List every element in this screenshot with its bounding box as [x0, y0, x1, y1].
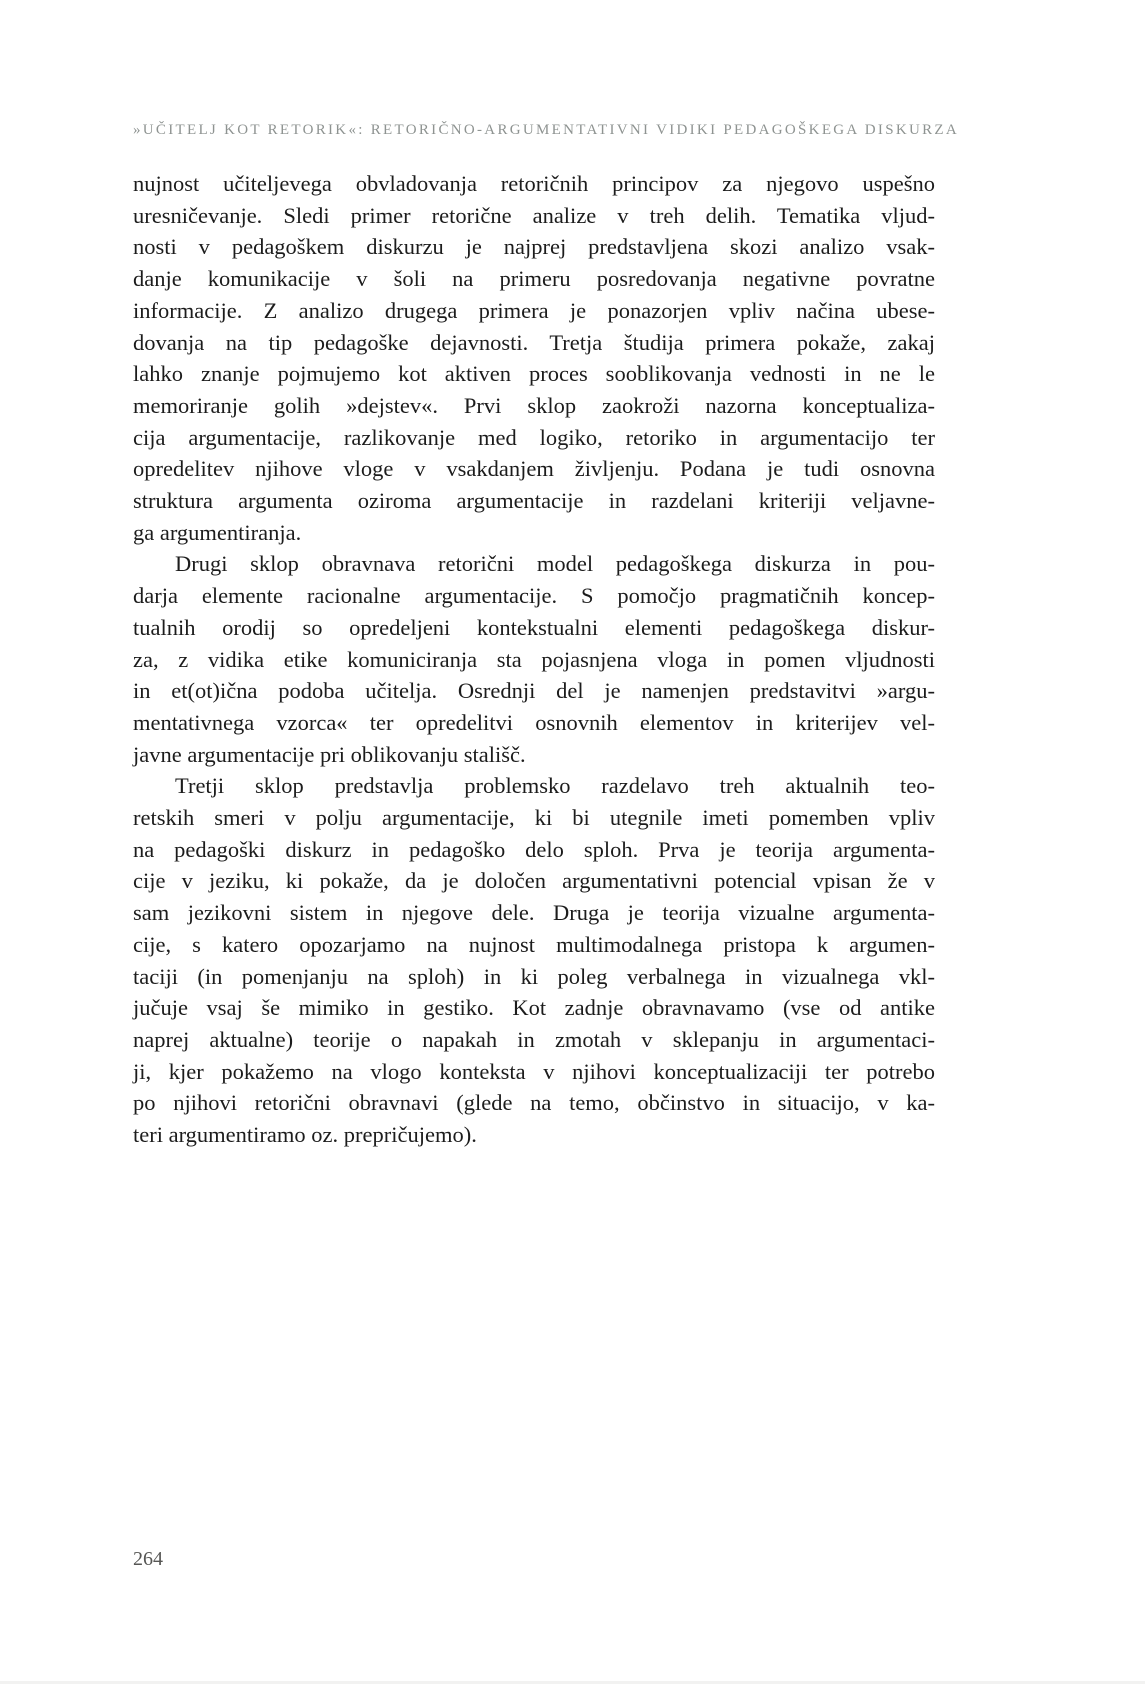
text-line: Tretji sklop predstavlja problemsko razdelavo treh aktualnih teo- — [175, 773, 935, 799]
text-line: uresničevanje. Sledi primer retorične analize v treh delih. Tematika vljud- — [133, 202, 935, 228]
text-line: darja elemente racionalne argumentacije. S pomočjo pragmatičnih koncep- — [133, 583, 935, 609]
text-line: Drugi sklop obravnava retorični model pedagoškega diskurza in pou- — [175, 551, 935, 577]
text-line: in et(ot)ična podoba učitelja. Osrednji del je namenjen predstavitvi »argu- — [133, 678, 935, 704]
text-line: javne argumentacije pri oblikovanju stališč. — [133, 741, 526, 767]
text-line: cija argumentacije, razlikovanje med logiko, retoriko in argumentacijo ter — [133, 424, 935, 450]
page-body — [133, 168, 935, 1151]
text-line: danje komunikacije v šoli na primeru posredovanja negativne povratne — [133, 266, 935, 292]
text-line: ji, kjer pokažemo na vlogo konteksta v njihovi konceptualizaciji ter potrebo — [133, 1058, 935, 1084]
text-line: jučuje vsaj še mimiko in gestiko. Kot zadnje obravnavamo (vse od antike — [133, 995, 935, 1021]
text-line: lahko znanje pojmujemo kot aktiven proces sooblikovanja vednosti in ne le — [133, 361, 935, 387]
text-line: memoriranje golih »dejstev«. Prvi sklop zaokroži nazorna konceptualiza- — [133, 392, 935, 418]
text-line: nosti v pedagoškem diskurzu je najprej predstavljena skozi analizo vsak- — [133, 234, 935, 260]
page-number: 264 — [133, 1548, 163, 1570]
text-line: na pedagoški diskurz in pedagoško delo sploh. Prva je teorija argumenta- — [133, 836, 935, 862]
paragraph — [133, 770, 935, 1150]
text-line: cije, s katero opozarjamo na nujnost multimodalnega pristopa k argumen- — [133, 931, 935, 957]
paragraph — [133, 168, 935, 548]
text-line: cije v jeziku, ki pokaže, da je določen argumentativni potencial vpisan že v — [133, 868, 935, 894]
running-header: »UČITELJ KOT RETORIK«: RETORIČNO-ARGUMENTATIVNI VIDIKI PEDAGOŠKEGA DISKURZA — [133, 122, 960, 138]
text-line: naprej aktualne) teorije o napakah in zmotah v sklepanju in argumentaci- — [133, 1026, 935, 1052]
text-line: nujnost učiteljevega obvladovanja retoričnih principov za njegovo uspešno — [133, 171, 935, 196]
text-line: tualnih orodij so opredeljeni kontekstualni elementi pedagoškega diskur- — [133, 614, 935, 640]
text-line: teri argumentiramo oz. prepričujemo). — [133, 1122, 477, 1148]
text-line: mentativnega vzorca« ter opredelitvi osnovnih elementov in kriterijev vel- — [133, 709, 935, 735]
text-line: informacije. Z analizo drugega primera je ponazorjen vpliv načina ubese- — [133, 297, 935, 323]
text-line: za, z vidika etike komuniciranja sta pojasnjena vloga in pomen vljudnosti — [133, 646, 935, 672]
text-line: struktura argumenta oziroma argumentacije in razdelani kriteriji veljavne- — [133, 488, 935, 514]
text-line: ga argumentiranja. — [133, 519, 302, 545]
text-line: sam jezikovni sistem in njegove dele. Druga je teorija vizualne argumenta- — [133, 900, 935, 926]
text-line: dovanja na tip pedagoške dejavnosti. Tretja študija primera pokaže, zakaj — [133, 329, 935, 355]
paragraph — [133, 548, 935, 770]
text-line: opredelitev njihove vloge v vsakdanjem življenju. Podana je tudi osnovna — [133, 456, 935, 482]
text-line: retskih smeri v polju argumentacije, ki bi utegnile imeti pomemben vpliv — [133, 805, 935, 831]
text-line: taciji (in pomenjanju na sploh) in ki poleg verbalnega in vizualnega vkl- — [133, 963, 935, 989]
text-line: po njihovi retorični obravnavi (glede na temo, občinstvo in situacijo, v ka- — [133, 1090, 935, 1116]
